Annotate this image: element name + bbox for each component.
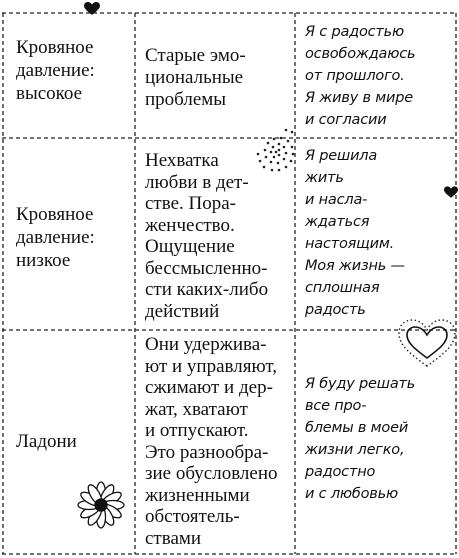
cell-problem-2: Кровяное давление: низкое xyxy=(16,204,95,271)
heart-outline-icon xyxy=(396,318,458,370)
cell-problem-1: Кровяное давление: высокое xyxy=(16,37,95,104)
cell-affirmation-2: Я решила жить и наслa- ждаться настоящим. Моя жизнь — сплошная радость xyxy=(305,148,405,318)
cell-cause-3: Они удержива- ют и управляют, сжимают и дер- жат, хватают и отпускают. Это разнообра- зие обусловлено жизненными обстоятель- ствами xyxy=(145,334,278,549)
heart-icon xyxy=(84,2,100,16)
cell-affirmation-3: Я буду решать все про- блемы в моей жизни легко, радостно и с любовью xyxy=(305,376,416,502)
cell-problem-3: Ладони xyxy=(16,431,77,452)
spiral-icon xyxy=(252,122,300,178)
heart-icon xyxy=(444,186,458,199)
cell-cause-1: Старые эмо- циональные проблемы xyxy=(145,45,246,110)
cell-cause-2: Нехватка любви в дет- стве. Пора- женчество. Ощущение бессмысленно- сти каких-либо действий xyxy=(145,150,269,322)
flower-icon xyxy=(76,480,126,530)
cell-affirmation-1: Я с радостью освобождаюсь от прошлого. Я живу в мире и согласии xyxy=(305,24,416,128)
